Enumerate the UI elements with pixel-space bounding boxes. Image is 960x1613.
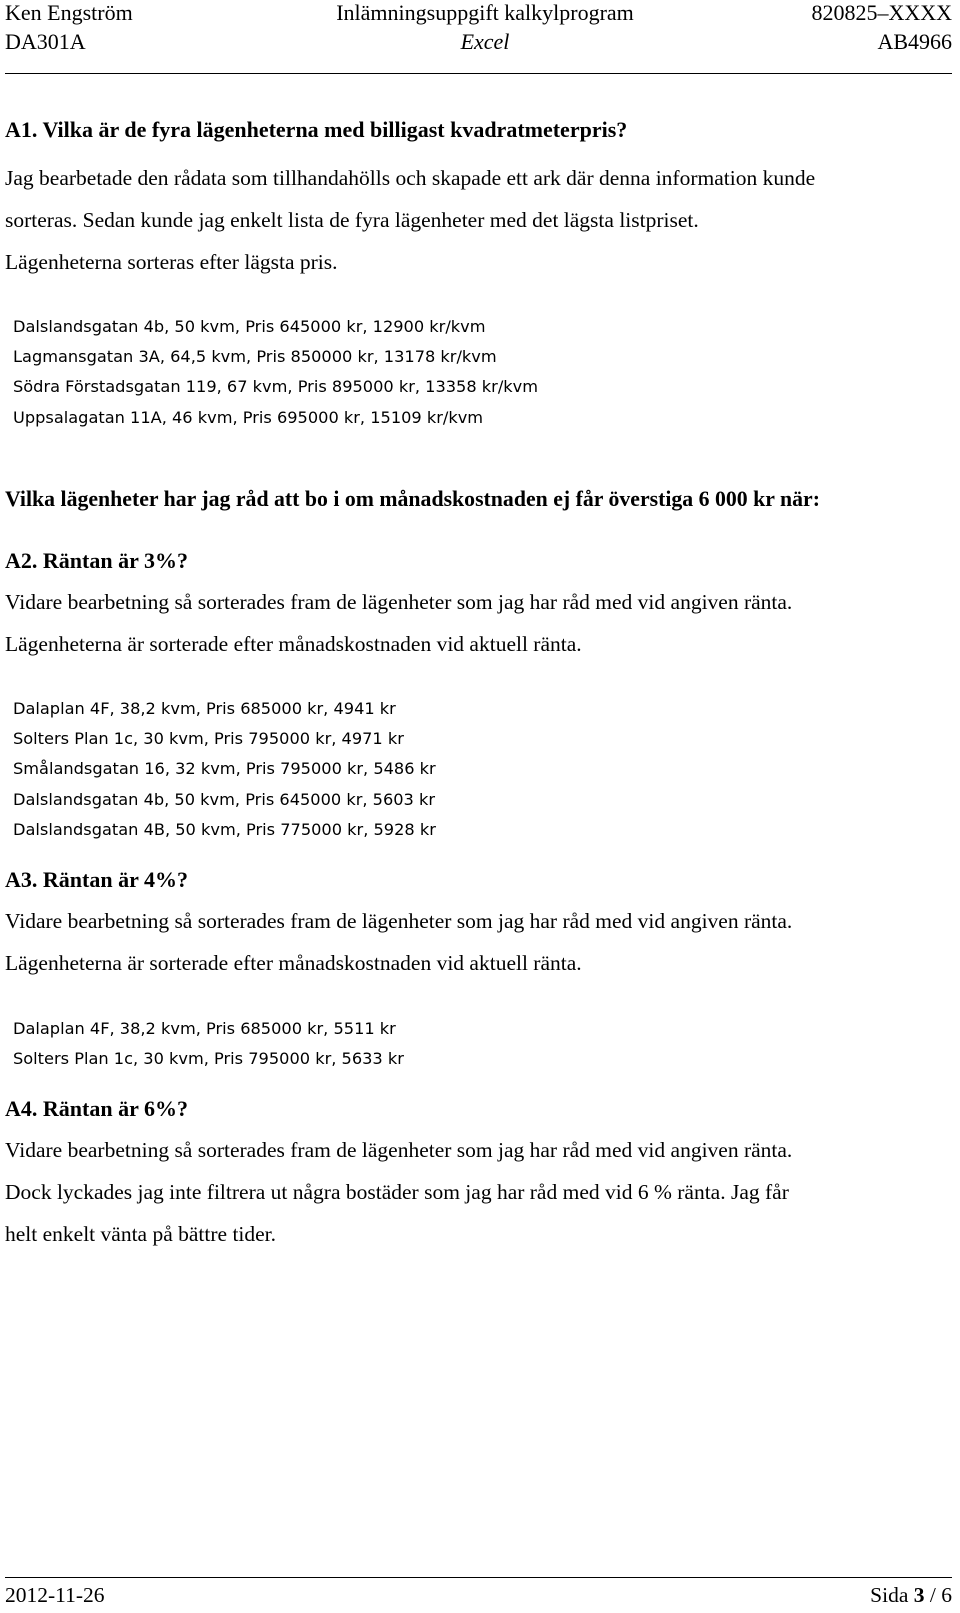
a2-paragraph [5, 581, 792, 665]
list-item: Solters Plan 1c, 30 kvm, Pris 795000 kr, 5633 kr [13, 1049, 404, 1069]
a3-list [5, 1014, 404, 1074]
header-course: DA301A [5, 29, 86, 54]
list-item: Dalslandsgatan 4B, 50 kvm, Pris 775000 kr, 5928 kr [13, 819, 436, 839]
page-footer [5, 1577, 952, 1612]
header-subtitle: Excel [460, 29, 510, 54]
header-row-1 [5, 0, 952, 27]
a3-line-2: Lägenheterna är sorterade efter månadskostnaden vid aktuell ränta. [5, 951, 582, 975]
a1-list [5, 312, 538, 433]
a4-paragraph [5, 1129, 792, 1255]
a2-list [5, 694, 436, 845]
page-current: 3 [913, 1583, 925, 1607]
header-group: AB4966 [877, 29, 952, 54]
a4-heading: A4. Räntan är 6%? [5, 1096, 188, 1121]
a1-heading: A1. Vilka är de fyra lägenheterna med billigast kvadratmeterpris? [5, 117, 628, 142]
list-item: Dalslandsgatan 4b, 50 kvm, Pris 645000 kr, 5603 kr [13, 789, 436, 809]
a3-heading: A3. Räntan är 4%? [5, 867, 188, 892]
list-item: Södra Förstadsgatan 119, 67 kvm, Pris 895000 kr, 13358 kr/kvm [13, 377, 539, 397]
page-total: 6 [941, 1583, 952, 1607]
list-item: Solters Plan 1c, 30 kvm, Pris 795000 kr, 4971 kr [13, 729, 404, 749]
footer-date: 2012-11-26 [5, 1583, 105, 1607]
a2-line-1: Vidare bearbetning så sorterades fram de lägenheter som jag har råd med vid angiven ränta. [5, 590, 793, 614]
list-item: Lagmansgatan 3A, 64,5 kvm, Pris 850000 kr, 13178 kr/kvm [13, 347, 497, 367]
a4-line-1: Vidare bearbetning så sorterades fram de lägenheter som jag har råd med vid angiven ränta. [5, 1138, 793, 1162]
list-item: Dalslandsgatan 4b, 50 kvm, Pris 645000 kr, 12900 kr/kvm [13, 317, 486, 336]
question-heading: Vilka lägenheter har jag råd att bo i om månadskostnaden ej får överstiga 6 000 kr när: [5, 487, 820, 511]
a4-line-3: helt enkelt vänta på bättre tider. [5, 1222, 277, 1246]
a3-line-1: Vidare bearbetning så sorterades fram de lägenheter som jag har råd med vid angiven ränta. [5, 909, 793, 933]
a2-line-2: Lägenheterna är sorterade efter månadskostnaden vid aktuell ränta. [5, 632, 582, 656]
page-prefix: Sida [870, 1583, 909, 1607]
a1-line-3: Lägenheterna sorteras efter lägsta pris. [5, 250, 338, 274]
header-title: Inlämningsuppgift kalkylprogram [336, 0, 634, 25]
a4-line-2: Dock lyckades jag inte filtrera ut några bostäder som jag har råd med vid 6 % ränta. Jag får [5, 1180, 789, 1204]
a1-paragraph [5, 157, 815, 283]
list-item: Uppsalagatan 11A, 46 kvm, Pris 695000 kr, 15109 kr/kvm [13, 407, 484, 427]
list-item: Smålandsgatan 16, 32 kvm, Pris 795000 kr, 5486 kr [13, 759, 436, 779]
header-row-2 [5, 28, 952, 56]
page-separator: / [929, 1583, 936, 1607]
header-author: Ken Engström [5, 0, 133, 25]
a3-paragraph [5, 900, 792, 984]
header-personal-id: 820825–XXXX [811, 0, 952, 25]
a1-line-1: Jag bearbetade den rådata som tillhandahölls och skapade ett ark där denna information kunde [5, 166, 816, 190]
a1-line-2: sorteras. Sedan kunde jag enkelt lista de fyra lägenheter med det lägsta listpriset. [5, 208, 699, 232]
a2-heading: A2. Räntan är 3%? [5, 548, 188, 573]
page-indicator [870, 1579, 952, 1611]
list-item: Dalaplan 4F, 38,2 kvm, Pris 685000 kr, 5511 kr [13, 1019, 396, 1038]
page-header [5, 0, 952, 74]
list-item: Dalaplan 4F, 38,2 kvm, Pris 685000 kr, 4941 kr [13, 699, 396, 718]
